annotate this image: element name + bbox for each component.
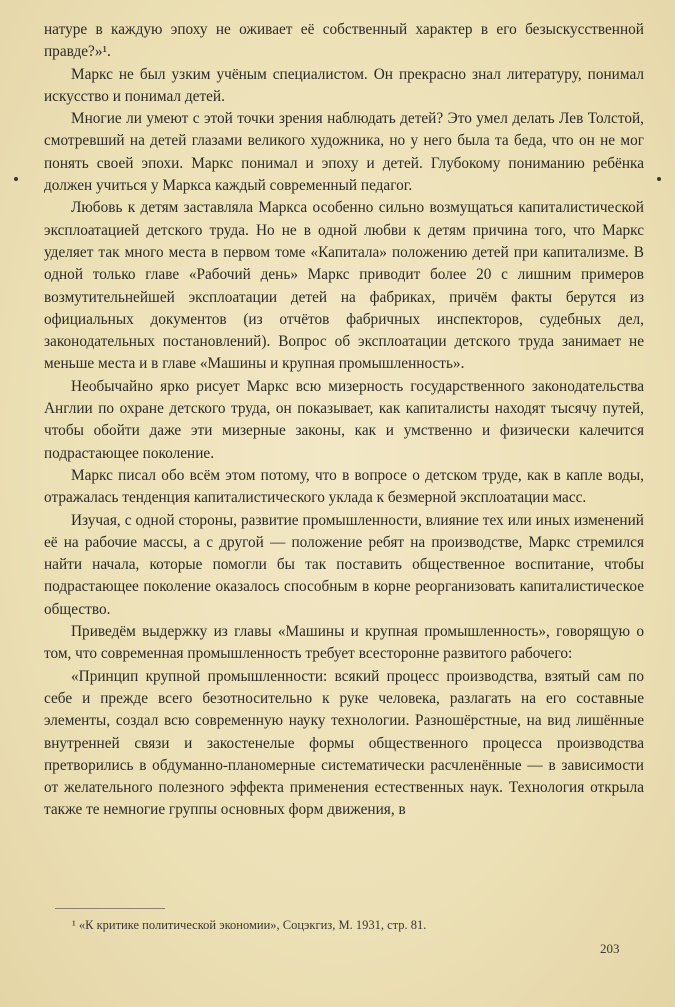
margin-dot <box>657 177 661 181</box>
paragraph: Приведём выдержку из главы «Машины и крупная промышленность», говорящую о том, что современная промышленность требует всесторонне развитого рабочего: <box>44 623 644 663</box>
body-text <box>44 19 644 822</box>
paragraph: Маркс писал обо всём этом потому, что в вопросе о детском труде, как в капле воды, отражалась тенденция капиталистического уклада к безмерной эксплоатации масс. <box>44 466 644 507</box>
paragraph: натуре в каждую эпоху не оживает её собственный характер в его безыскусственной правде?»¹. <box>44 21 644 61</box>
page-number: 203 <box>600 941 620 956</box>
paragraph: Необычайно ярко рисует Маркс всю мизерность государственного законодательства Англии по охране детского труда, он показывает, как капиталисты находят тысячу путей, чтобы обойти даже эти мизерные законы, как и умственно и физически калечится подрастающее поколение. <box>44 377 644 462</box>
paragraph: «Принцип крупной промышленности: всякий процесс производства, взятый сам по себе и прежде всего безотносительно к руке человека, разлагать на его составные элементы, создал всю современную науку технологии. Разношёрстные, на вид лишённые внутренней связи и закостенелые формы общественного процесса производства претворились в обдуманно-планомерные систематически расчленённые — в зависимости от желательного полезного эффекта применения естественных наук. Технология открыла также те немногие группы основных форм движения, в <box>44 667 644 819</box>
paragraph: Любовь к детям заставляла Маркса особенно сильно возмущаться капиталистической эксплоатацией детского труда. Но не в одной любви к детям причина того, что Маркс уделяет так много места в первом томе «Капитала» положению детей при капитализме. В одной только главе «Рабочий день» Маркс приводит более 20 с лишним примеров возмутительнейшей эксплоатации детей на фабриках, причём факты берутся из официальных документов (из отчётов фабричных инспекторов, судебных дел, законодательных постановлений). Вопрос об эксплоатации детского труда занимает не меньше места и в главе «Машины и крупная промышленность». <box>44 199 644 373</box>
footnote: ¹ «К критике политической экономии», Соцэкгиз, М. 1931, стр. 81. <box>72 918 427 932</box>
footnote-divider <box>55 908 165 909</box>
paragraph: Изучая, с одной стороны, развитие промышленности, влияние тех или иных изменений её на рабочие массы, а с другой — положение ребят на производстве, Маркс стремился найти начала, которые помогли бы так поставить общественное воспитание, чтобы подрастающее поколение оказалось способным в корне реорганизовать капиталистическое общество. <box>44 511 644 618</box>
margin-dot <box>14 177 18 181</box>
paragraph: Маркс не был узким учёным специалистом. Он прекрасно знал литературу, понимал искусство и понимал детей. <box>44 65 644 105</box>
paragraph: Многие ли умеют с этой точки зрения наблюдать детей? Это умел делать Лев Толстой, смотревший на детей глазами великого художника, но у него была та беда, что он не мог понять своей эпохи. Маркс понимал и эпоху и детей. Глубокому пониманию ребёнка должен учиться у Маркса каждый современный педагог. <box>44 110 644 195</box>
